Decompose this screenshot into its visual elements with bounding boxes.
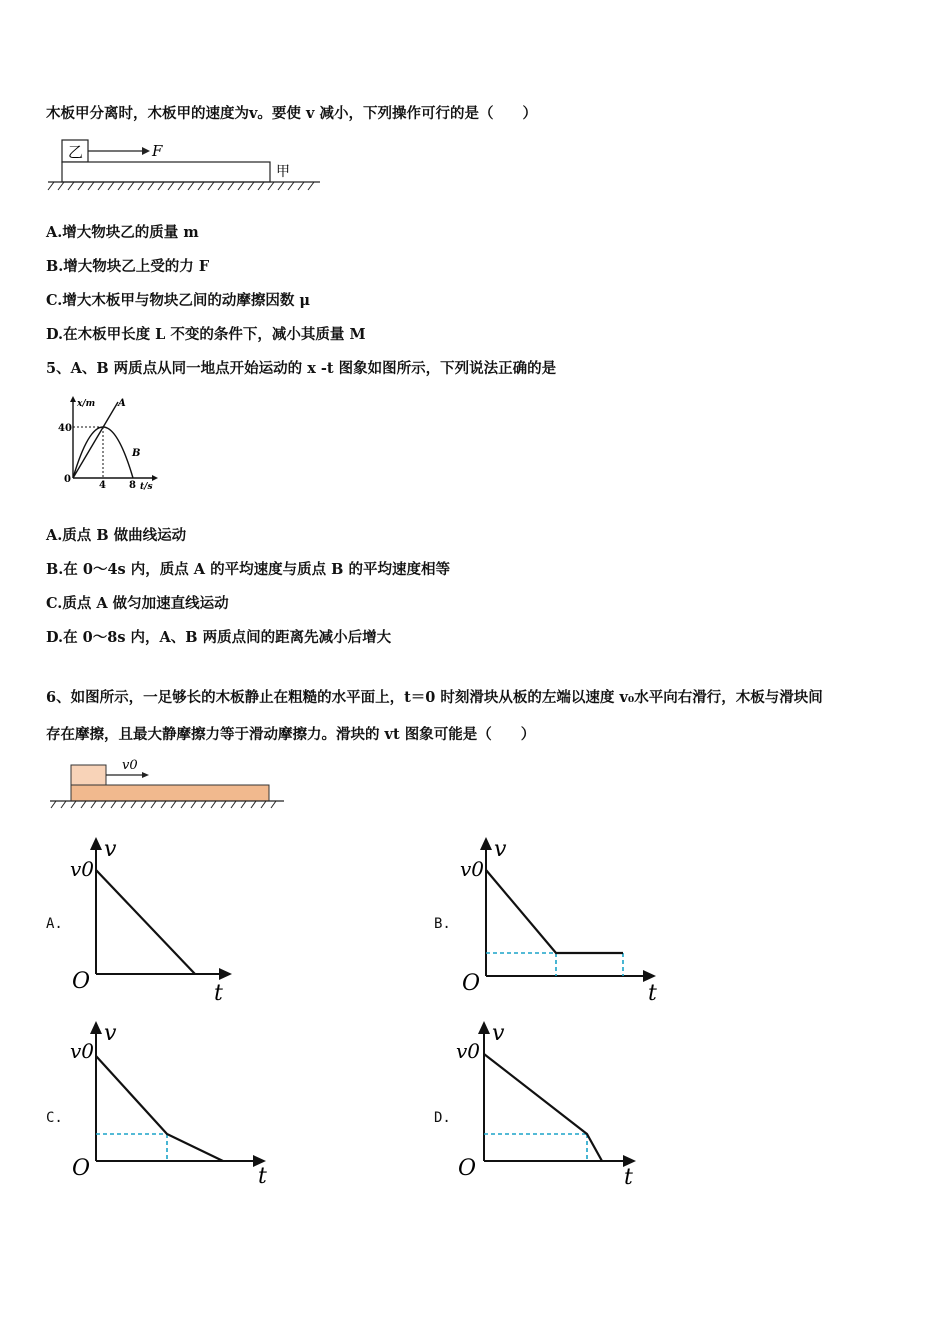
graph-d-line [484,1054,602,1161]
slider-block [71,765,106,785]
graph-c-origin: O [72,1156,91,1181]
q6-stem-line2: 存在摩擦，且最大静摩擦力等于滑动摩擦力。滑块的 vt 图象可能是（ ） [46,726,536,743]
graph-a-line [96,870,195,974]
graph-c-t-axis: t [258,1164,267,1189]
graph-a-v0: v0 [70,857,95,881]
board-jia [62,162,270,182]
q4-option-b: B.增大物块乙上受的力 F [46,258,210,275]
q5-option-a: A.质点 B 做曲线运动 [46,527,187,544]
graph-b-letter: B. [434,916,451,932]
q5-x-tick-8: 8 [129,480,136,490]
v0-label: v0 [122,758,138,773]
q5-y-tick-40: 40 [58,423,72,434]
graph-d-letter: D. [434,1110,451,1126]
graph-b [452,836,667,1006]
q5-line-a [73,402,118,478]
graph-a-t-axis: t [214,981,223,1006]
q5-stem: 5、A、B 两质点从同一地点开始运动的 x -t 图象如图所示，下列说法正确的是 [46,360,557,377]
graph-b-v-axis: v [494,837,507,862]
q5-xt-graph [56,394,166,490]
graph-b-v0: v0 [460,857,485,881]
graph-a [62,836,242,1006]
graph-a-origin: O [72,969,91,994]
force-label: F [152,142,163,160]
q5-origin: 0 [64,474,71,485]
q5-label-b: B [132,448,141,459]
graph-c-v-axis: v [104,1021,117,1046]
q5-y-axis-label: x/m [77,399,96,409]
graph-b-t-axis: t [648,981,657,1006]
graph-d [450,1018,650,1190]
q5-x-tick-4: 4 [99,480,106,490]
graph-c [62,1018,282,1190]
long-board [71,785,269,801]
q4-option-c: C.增大木板甲与物块乙间的动摩擦因数 μ [46,292,310,309]
graph-d-t-axis: t [624,1165,633,1190]
graph-d-v0: v0 [456,1039,481,1063]
q6-board-figure [46,754,291,812]
q4-board-figure [46,134,326,196]
q5-option-c: C.质点 A 做匀加速直线运动 [46,595,229,612]
board-jia-label: 甲 [276,164,290,180]
graph-a-v-axis: v [104,837,117,862]
graph-a-letter: A. [46,916,63,932]
q4-option-a: A.增大物块乙的质量 m [46,224,199,241]
graph-c-line [96,1056,223,1161]
q6-stem-line1: 6、如图所示，一足够长的木板静止在粗糙的水平面上，t＝0 时刻滑块从板的左端以速度 v₀水平向右滑行，木板与滑块间 [46,689,823,706]
q5-option-d: D.在 0～8s 内，A、B 两质点间的距离先减小后增大 [46,629,392,646]
graph-b-origin: O [462,971,481,996]
q5-option-b: B.在 0～4s 内，质点 A 的平均速度与质点 B 的平均速度相等 [46,561,450,578]
graph-c-letter: C. [46,1110,63,1126]
graph-d-v-axis: v [492,1021,505,1046]
block-yi-label: 乙 [68,143,84,161]
graph-b-line [486,870,623,953]
q5-label-a: A [118,398,126,409]
graph-c-v0: v0 [70,1039,95,1063]
q4-option-d: D.在木板甲长度 L 不变的条件下，减小其质量 M [46,326,366,343]
q4-stem: 木板甲分离时，木板甲的速度为v。要使 v 减小，下列操作可行的是（ ） [46,105,537,122]
q5-x-axis-label: t/s [140,482,153,490]
graph-d-origin: O [458,1156,477,1181]
